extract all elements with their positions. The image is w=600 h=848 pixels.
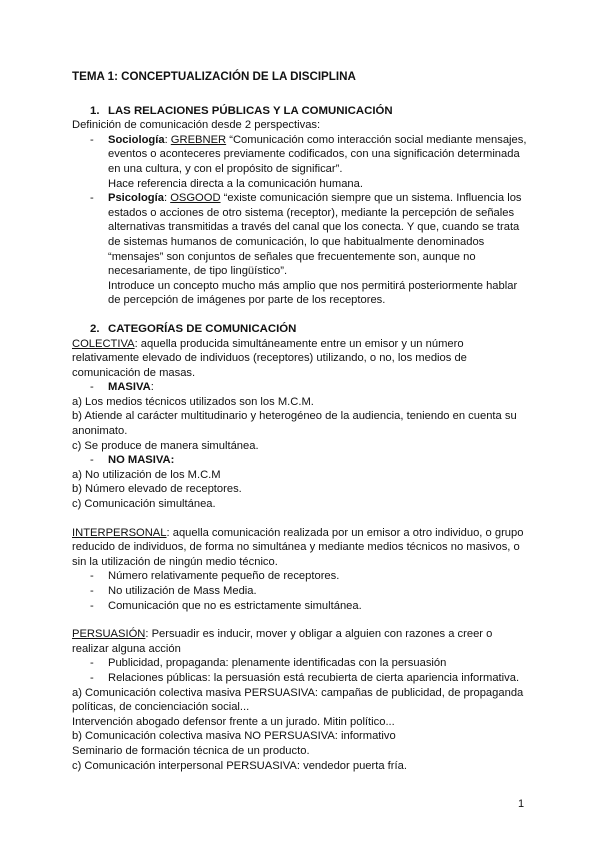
psicologia-definition: “existe comunicación siempre que un sistema. Influencia los estados o acciones de otro sistema (receptor), mediante la percepción de señales alternativas transmitidas a través del canal que los conecta. Y que, cuando se trata de sistemas humanos de comunicación, lo que habitualmente denominados “mensajes” son conjuntos de señales que frecuentemente son, aunque no necesariamente, de tipo lingüístico”. <box>108 192 522 278</box>
no-masiva-heading: - NO MASIVA: <box>72 453 532 468</box>
no-masiva-label: NO MASIVA: <box>108 454 175 467</box>
persuasion-bullet: - Publicidad, propaganda: plenamente identificadas con la persuasión <box>90 657 447 670</box>
persuasion-line: Intervención abogado defensor frente a un jurado. Mitin político... <box>72 715 395 728</box>
persuasion-term: PERSUASIÓN <box>72 628 146 641</box>
interpersonal-bullet: - No utilización de Mass Media. <box>90 585 257 597</box>
bullet-dash: - <box>90 192 94 205</box>
section-1-title: LAS RELACIONES PÚBLICAS Y LA COMUNICACIÓN <box>108 104 393 117</box>
section-1-intro: Definición de comunicación desde 2 perspectivas: <box>72 119 321 132</box>
psicologia-term: Psicología <box>108 192 164 205</box>
no-masiva-line: b) Número elevado de receptores. <box>72 483 242 496</box>
psicologia-note: Introduce un concepto mucho más amplio que nos permitirá posteriormente hablar de percepción de imágenes por parte de los receptores. <box>108 279 518 307</box>
section-1-number: 1. <box>90 104 100 117</box>
persuasion-line: Seminario de formación técnica de un producto. <box>72 744 310 757</box>
persuasion-line: b) Comunicación colectiva masiva NO PERSUASIVA: informativo <box>72 730 396 743</box>
masiva-line: c) Se produce de manera simultánea. <box>72 439 259 452</box>
psicologia-item: - Psicología: OSGOOD “existe comunicación siempre que un sistema. Influencia los estados o acciones de otro sistema (receptor), mediante la percepción de señales alternativas transmitidas a través del canal que los conecta. Y que, cuando se trata de sistemas humanos de comunicación, lo que habitualmente denominados “mensajes” son conjuntos de señales que frecuentemente son, aunque no necesariamente, de tipo lingüístico”. Introduce un concepto mucho más amplio que nos permitirá posteriormente hablar de percepción de imágenes por parte de los receptores. <box>72 191 532 308</box>
masiva-heading: - MASIVA: <box>90 381 154 394</box>
sociologia-definition: “Comunicación como interacción social mediante mensajes, eventos o aconteceres previamente codificados, con una significación determinada en una cultura, y con el propósito de significar”. <box>108 133 527 175</box>
sociologia-note: Hace referencia directa a la comunicación humana. <box>108 177 363 190</box>
persuasion-line: a) Comunicación colectiva masiva PERSUASIVA: campañas de publicidad, de propaganda políticas, de concienciación social... <box>72 686 524 714</box>
no-masiva-line: a) No utilización de los M.C.M <box>72 468 221 481</box>
persuasion-bullet: - Relaciones públicas: la persuasión está recubierta de cierta apariencia informativa. <box>90 671 520 684</box>
section-2-title: CATEGORÍAS DE COMUNICACIÓN <box>108 322 297 335</box>
persuasion-definition: PERSUASIÓN: Persuadir es inducir, mover y obligar a alguien con razones a creer o realizar alguna acción <box>72 628 493 655</box>
masiva-line: a) Los medios técnicos utilizados son los M.C.M. <box>72 395 314 408</box>
section-2-number: 2. <box>90 322 100 335</box>
bullet-dash: - <box>90 133 94 146</box>
colectiva-definition: COLECTIVA: aquella producida simultáneamente entre un emisor y un número relativamente elevado de individuos (receptores) utilizando, o no, los medios de comunicación de masas. <box>72 337 467 379</box>
document-title: TEMA 1: CONCEPTUALIZACIÓN DE LA DISCIPLINA <box>72 70 356 83</box>
persuasion-line: c) Comunicación interpersonal PERSUASIVA: vendedor puerta fría. <box>72 759 407 772</box>
sociologia-item: - Sociología: GREBNER “Comunicación como interacción social mediante mensajes, eventos o aconteceres previamente codificados, con una significación determinada en una cultura, y con el propósito de significar”. Hace referencia directa a la comunicación humana. <box>72 133 532 191</box>
colectiva-term: COLECTIVA <box>72 337 135 350</box>
interpersonal-definition: INTERPERSONAL: aquella comunicación realizada por un emisor a otro individuo, o grupo reducido de individuos, de forma no simultánea y mediante medios técnicos no masivos, o sin la utilización de ningún medio técnico. <box>72 526 524 568</box>
interpersonal-bullet: - Comunicación que no es estrictamente simultánea. <box>90 599 362 612</box>
sociologia-term: Sociología <box>108 133 165 146</box>
page-number: 1 <box>518 798 525 810</box>
no-masiva-line: c) Comunicación simultánea. <box>72 498 216 511</box>
document-page <box>72 70 532 773</box>
interpersonal-term: INTERPERSONAL <box>72 526 167 539</box>
osgood-author: OSGOOD <box>170 192 221 205</box>
section-1-heading <box>72 104 532 119</box>
interpersonal-bullet: - Número relativamente pequeño de receptores. <box>90 570 340 583</box>
grebner-author: GREBNER <box>170 133 227 146</box>
section-2-heading <box>72 322 532 337</box>
masiva-label: MASIVA <box>108 381 151 394</box>
masiva-line: b) Atiende al carácter multitudinario y heterogéneo de la audiencia, teniendo en cuenta su anonimato. <box>72 410 517 438</box>
